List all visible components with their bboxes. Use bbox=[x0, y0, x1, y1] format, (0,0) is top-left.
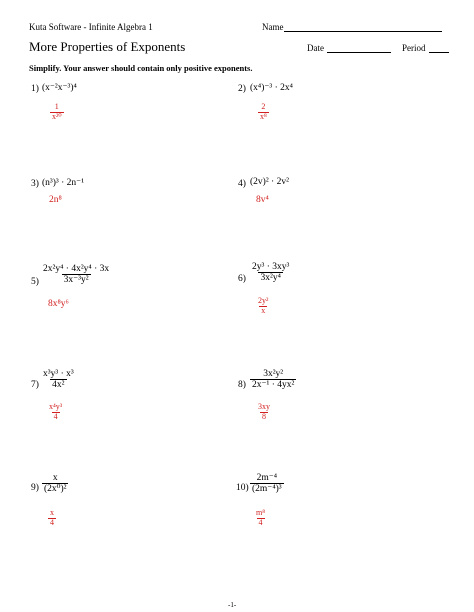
problem-numerator: x bbox=[52, 473, 58, 483]
answer-numerator: 2y² bbox=[258, 296, 269, 305]
answer-numerator: m⁸ bbox=[256, 508, 266, 517]
problem-number: 4) bbox=[238, 179, 246, 189]
problem-denominator: 4x² bbox=[52, 380, 65, 391]
name-label: Name bbox=[262, 22, 284, 32]
problem-number: 8) bbox=[238, 380, 246, 390]
answer-fraction bbox=[50, 103, 64, 122]
problem-number: 10) bbox=[236, 483, 249, 493]
problem-fraction bbox=[41, 369, 76, 391]
answer-numerator: x bbox=[50, 508, 54, 517]
problem-number: 3) bbox=[31, 179, 39, 189]
problem-denominator: 3x⁻³y² bbox=[63, 275, 89, 286]
answer: 8v⁴ bbox=[256, 195, 269, 205]
problem-denominator: (2x⁰)² bbox=[44, 484, 67, 495]
answer-fraction bbox=[256, 297, 270, 316]
problem-expression: (2v)² · 2v² bbox=[250, 177, 289, 187]
name-field[interactable] bbox=[284, 31, 442, 32]
problem-numerator: 2x²y⁴ · 4x²y⁴ · 3x bbox=[43, 264, 110, 274]
problem-denominator: (2m⁻⁴)³ bbox=[252, 484, 282, 495]
problem-expression: (x⁴)⁻³ · 2x⁴ bbox=[250, 83, 293, 93]
answer-numerator: x⁴y³ bbox=[49, 402, 63, 411]
answer-numerator: 2 bbox=[261, 102, 266, 111]
date-field[interactable] bbox=[327, 52, 391, 53]
problem-fraction bbox=[250, 473, 284, 495]
software-label: Kuta Software - Infinite Algebra 1 bbox=[29, 22, 153, 32]
problem-denominator: 2x⁻¹ · 4yx² bbox=[252, 380, 295, 391]
answer-denominator: 8 bbox=[262, 411, 266, 421]
answer-fraction bbox=[256, 403, 272, 422]
problem-expression: (x⁻²x⁻³)⁴ bbox=[42, 83, 77, 93]
answer-denominator: x⁸ bbox=[260, 111, 267, 121]
problem-fraction bbox=[42, 473, 68, 495]
period-field[interactable] bbox=[429, 52, 449, 53]
problem-expression: (n³)³ · 2n⁻¹ bbox=[42, 178, 85, 188]
answer-denominator: 4 bbox=[53, 411, 58, 421]
problem-number: 7) bbox=[31, 380, 39, 390]
answer: 2n⁸ bbox=[49, 195, 62, 205]
problem-number: 6) bbox=[238, 274, 246, 284]
problem-number: 9) bbox=[31, 483, 39, 493]
problem-numerator: x³y³ · x³ bbox=[43, 369, 74, 379]
answer: 8x⁸y⁶ bbox=[48, 299, 69, 309]
period-label: Period bbox=[402, 43, 426, 53]
problem-numerator: 3x²y² bbox=[263, 369, 284, 379]
instructions: Simplify. Your answer should contain only positive exponents. bbox=[29, 63, 253, 73]
answer-denominator: 4 bbox=[50, 517, 54, 527]
problem-number: 1) bbox=[31, 84, 39, 94]
answer-fraction bbox=[47, 403, 64, 422]
answer-fraction bbox=[48, 509, 56, 528]
problem-fraction bbox=[41, 264, 111, 286]
answer-denominator: x bbox=[261, 305, 266, 315]
problem-denominator: 3x²y⁴ bbox=[260, 273, 281, 284]
page-title: More Properties of Exponents bbox=[29, 39, 186, 54]
answer-denominator: 4 bbox=[258, 517, 263, 527]
problem-fraction bbox=[250, 262, 291, 284]
problem-fraction bbox=[250, 369, 296, 391]
problem-number: 5) bbox=[31, 277, 39, 287]
date-label: Date bbox=[307, 43, 324, 53]
answer-numerator: 3xy bbox=[258, 402, 270, 411]
answer-numerator: 1 bbox=[54, 102, 59, 111]
answer-fraction bbox=[254, 509, 267, 528]
page-number: -1- bbox=[228, 601, 237, 609]
answer-fraction bbox=[258, 103, 269, 122]
problem-numerator: 2m⁻⁴ bbox=[256, 473, 278, 483]
problem-number: 2) bbox=[238, 84, 246, 94]
problem-numerator: 2y³ · 3xy³ bbox=[252, 262, 290, 272]
answer-denominator: x²⁰ bbox=[52, 111, 62, 121]
